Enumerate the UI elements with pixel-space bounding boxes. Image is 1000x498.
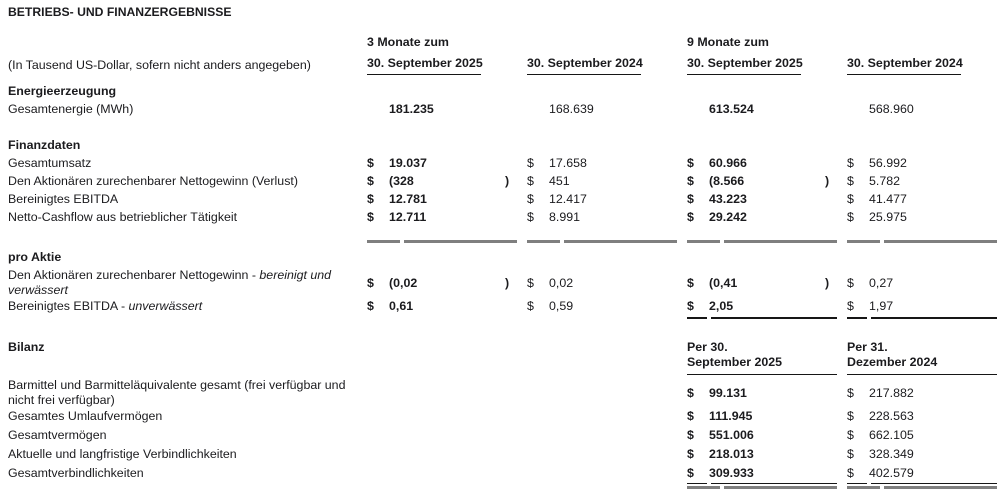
currency-symbol — [847, 100, 869, 118]
value: 56.992 — [869, 156, 907, 170]
spacer — [8, 483, 357, 485]
row-label-italic: bereinigt und verwässert — [8, 268, 332, 297]
value-cell — [847, 386, 997, 400]
paren — [825, 447, 837, 466]
value-cell — [687, 300, 837, 314]
paren — [825, 409, 837, 428]
value: 451 — [549, 174, 570, 188]
value: 568.960 — [869, 102, 914, 116]
value: 218.013 — [709, 446, 754, 461]
value-cell — [847, 276, 997, 290]
currency-symbol: $ — [527, 156, 534, 170]
paren — [985, 154, 997, 172]
currency-symbol: $ — [527, 174, 534, 188]
currency-symbol: $ — [847, 465, 854, 480]
currency-symbol — [687, 100, 709, 118]
column-header-line1: Per 31. — [847, 339, 888, 354]
column-header-q3-2025: 30. September 2025 — [367, 56, 517, 75]
value-cell — [687, 100, 837, 118]
column-header-9m-2024: 30. September 2024 — [847, 56, 997, 75]
currency-symbol: $ — [527, 210, 534, 224]
value-cell — [527, 208, 677, 226]
value-cell — [687, 172, 837, 190]
value: 29.242 — [709, 210, 747, 224]
paren — [985, 190, 997, 208]
currency-symbol: $ — [687, 465, 694, 480]
value-cell — [847, 447, 997, 466]
paren — [825, 386, 837, 400]
value-cell — [367, 300, 517, 314]
black-rule — [687, 483, 837, 485]
grand-total-rule-black — [8, 483, 1000, 485]
paren — [665, 172, 677, 190]
value-cell — [527, 100, 677, 118]
value: 25.975 — [869, 210, 907, 224]
value: 43.223 — [709, 192, 747, 206]
gray-rule — [847, 486, 997, 489]
paren — [985, 300, 997, 314]
currency-symbol: $ — [687, 156, 694, 170]
paren — [985, 409, 997, 428]
table-row-energy — [8, 100, 1000, 118]
currency-symbol: $ — [367, 299, 374, 313]
value-cell — [367, 190, 517, 208]
currency-symbol: $ — [367, 192, 374, 206]
currency-symbol: $ — [367, 156, 374, 170]
paren — [985, 172, 997, 190]
currency-symbol: $ — [687, 408, 694, 423]
table-row-net-cashflow — [8, 208, 1000, 226]
value: 12.781 — [389, 192, 427, 206]
value-cell — [687, 154, 837, 172]
gray-rule — [847, 240, 997, 243]
value-cell — [847, 172, 997, 190]
value: (0,02 — [389, 276, 418, 290]
value-cell — [847, 190, 997, 208]
value: (8.566 — [709, 174, 745, 188]
value: 328.349 — [869, 446, 914, 461]
currency-symbol: $ — [367, 174, 374, 188]
currency-symbol: $ — [687, 192, 694, 206]
column-header-line2: September 2025 — [687, 354, 783, 369]
row-label: Aktuelle und langfristige Verbindlichkeiten — [8, 446, 237, 461]
value: 17.658 — [549, 156, 587, 170]
section-energy — [8, 82, 1000, 100]
value: 60.966 — [709, 156, 747, 170]
paren — [665, 190, 677, 208]
currency-symbol: $ — [527, 299, 534, 313]
paren — [825, 154, 837, 172]
currency-symbol — [527, 100, 549, 118]
value: 613.524 — [709, 102, 754, 116]
paren — [665, 208, 677, 226]
section-balance-header — [8, 340, 1000, 375]
section-heading-per-share: pro Aktie — [8, 250, 62, 264]
row-label: Gesamtvermögen — [8, 427, 107, 442]
black-rule — [847, 483, 997, 485]
value: 12.417 — [549, 192, 587, 206]
value-cell — [847, 100, 997, 118]
paren — [985, 276, 997, 290]
value-cell — [527, 172, 677, 190]
value-cell — [367, 100, 517, 118]
paren — [985, 100, 997, 118]
value: 0,02 — [549, 276, 574, 290]
spacer — [527, 483, 677, 485]
spacer — [8, 317, 357, 319]
spacer — [8, 486, 357, 489]
per-share-total-rules — [8, 317, 1000, 319]
spacer — [367, 486, 517, 489]
row-label: Netto-Cashflow aus betrieblicher Tätigkeit — [8, 210, 238, 224]
value: 662.105 — [869, 427, 914, 442]
paren — [825, 208, 837, 226]
paren — [505, 154, 517, 172]
currency-symbol: $ — [687, 446, 694, 461]
table-row-liabilities-current-longterm — [8, 447, 1000, 466]
currency-symbol: $ — [847, 408, 854, 423]
paren — [825, 428, 837, 447]
value: 5.782 — [869, 174, 901, 188]
paren: ) — [505, 174, 510, 188]
gray-rule — [687, 486, 837, 489]
currency-symbol: $ — [687, 276, 694, 290]
value: (0,41 — [709, 276, 738, 290]
value-cell — [847, 409, 997, 428]
currency-symbol: $ — [367, 276, 374, 290]
row-label — [8, 300, 357, 314]
table-row-ebitda-per-share — [8, 300, 1000, 314]
group-header-9-months: 9 Monate zum — [687, 35, 769, 49]
column-header-balance-2024 — [847, 340, 997, 375]
spacer — [8, 240, 357, 243]
table-row-adjusted-ebitda — [8, 190, 1000, 208]
currency-symbol: $ — [847, 386, 854, 401]
currency-symbol — [367, 100, 389, 118]
section-per-share — [8, 249, 1000, 266]
value: 0,59 — [549, 299, 574, 313]
table-row-revenue — [8, 154, 1000, 172]
black-rule — [847, 317, 997, 319]
paren — [985, 428, 997, 447]
paren — [505, 100, 517, 118]
value: 111.945 — [709, 408, 753, 423]
section-heading-energy: Energieerzeugung — [8, 84, 117, 98]
value-cell — [367, 172, 517, 190]
value-cell — [847, 300, 997, 314]
report-title: BETRIEBS- UND FINANZERGEBNISSE — [8, 5, 232, 19]
row-label: Gesamtes Umlaufvermögen — [8, 408, 163, 423]
value-cell — [847, 466, 997, 481]
value-cell — [687, 409, 837, 428]
paren — [505, 300, 517, 314]
value-cell — [687, 447, 837, 466]
section-heading-balance: Bilanz — [8, 339, 45, 354]
value-cell — [847, 154, 997, 172]
column-header-9m-2025: 30. September 2025 — [687, 56, 837, 75]
currency-symbol: $ — [847, 210, 854, 224]
row-label-italic: unverwässert — [128, 299, 203, 313]
table-row-total-assets — [8, 428, 1000, 447]
paren — [825, 300, 837, 314]
value-cell — [687, 190, 837, 208]
table-row-cash — [8, 378, 1000, 409]
paren — [665, 154, 677, 172]
section-divider-rules — [8, 240, 1000, 243]
row-label: Barmittel und Barmitteläquivalente gesamt (frei verfügbar und nicht frei verfügbar) — [8, 378, 346, 408]
spacer — [367, 317, 517, 319]
period-group-header-row — [8, 35, 1000, 54]
value-cell — [367, 276, 517, 290]
paren — [665, 300, 677, 314]
paren — [985, 208, 997, 226]
currency-symbol: $ — [847, 427, 854, 442]
value: 1,97 — [869, 299, 894, 313]
value: 12.711 — [389, 210, 427, 224]
value: 551.006 — [709, 427, 754, 442]
value: 99.131 — [709, 386, 747, 401]
value: 41.477 — [869, 192, 907, 206]
table-row-eps-adjusted — [8, 266, 1000, 300]
row-label: Gesamtverbindlichkeiten — [8, 465, 144, 480]
paren: ) — [505, 276, 510, 290]
paren — [665, 276, 677, 290]
units-note: (In Tausend US-Dollar, sofern nicht anders angegeben) — [8, 58, 311, 72]
black-rule — [687, 317, 837, 319]
row-label — [8, 268, 357, 298]
value-cell — [687, 208, 837, 226]
spacer — [367, 483, 517, 485]
currency-symbol: $ — [847, 299, 854, 313]
value-cell — [527, 154, 677, 172]
section-financials — [8, 137, 1000, 154]
value: 181.235 — [389, 102, 434, 116]
paren — [825, 100, 837, 118]
currency-symbol: $ — [687, 386, 694, 401]
gray-rule — [367, 240, 517, 243]
date-header-row — [8, 54, 1000, 75]
currency-symbol: $ — [687, 427, 694, 442]
currency-symbol: $ — [687, 299, 694, 313]
row-label: Bereinigtes EBITDA — [8, 192, 119, 206]
table-row-current-assets — [8, 409, 1000, 428]
row-label-text: Den Aktionären zurechenbarer Nettogewinn - — [8, 268, 260, 282]
currency-symbol: $ — [847, 192, 854, 206]
value: 168.639 — [549, 102, 594, 116]
section-heading-financials: Finanzdaten — [8, 138, 81, 152]
value-cell — [527, 276, 677, 290]
column-header-balance-2025 — [687, 340, 837, 375]
value: 217.882 — [869, 386, 914, 401]
currency-symbol: $ — [847, 174, 854, 188]
group-header-3-months: 3 Monate zum — [367, 35, 449, 49]
value-cell — [527, 300, 677, 314]
value-cell — [687, 428, 837, 447]
value: 309.933 — [709, 465, 754, 480]
currency-symbol: $ — [687, 210, 694, 224]
paren: ) — [825, 276, 830, 290]
value-cell — [367, 208, 517, 226]
table-row-net-income — [8, 172, 1000, 190]
paren — [985, 386, 997, 400]
gray-rule — [687, 240, 837, 243]
grand-total-rule-gray — [8, 486, 1000, 489]
paren — [505, 190, 517, 208]
paren — [665, 100, 677, 118]
currency-symbol: $ — [687, 174, 694, 188]
value: 0,61 — [389, 299, 414, 313]
value: 2,05 — [709, 299, 734, 313]
value: 402.579 — [869, 465, 914, 480]
spacer — [527, 317, 677, 319]
row-label: Gesamtenergie (MWh) — [8, 102, 134, 116]
paren — [985, 447, 997, 466]
value-cell — [687, 466, 837, 481]
currency-symbol: $ — [367, 210, 374, 224]
paren — [985, 466, 997, 481]
value-cell — [847, 208, 997, 226]
value-cell — [527, 190, 677, 208]
table-row-total-liabilities — [8, 466, 1000, 481]
currency-symbol: $ — [527, 276, 534, 290]
column-header-q3-2024: 30. September 2024 — [527, 56, 677, 75]
value: 8.991 — [549, 210, 581, 224]
spacer — [527, 486, 677, 489]
column-header-line1: Per 30. — [687, 339, 728, 354]
value-cell — [687, 386, 837, 400]
value-cell — [847, 428, 997, 447]
currency-symbol: $ — [847, 446, 854, 461]
gray-rule — [527, 240, 677, 243]
currency-symbol: $ — [847, 156, 854, 170]
paren: ) — [825, 174, 830, 188]
paren — [825, 466, 837, 481]
value-cell — [367, 154, 517, 172]
row-label-text: Bereinigtes EBITDA - — [8, 299, 129, 313]
currency-symbol: $ — [847, 276, 854, 290]
row-label: Gesamtumsatz — [8, 156, 92, 170]
row-label: Den Aktionären zurechenbarer Nettogewinn (Verlust) — [8, 174, 298, 188]
value: 0,27 — [869, 276, 894, 290]
column-header-line2: Dezember 2024 — [847, 354, 938, 369]
paren — [505, 208, 517, 226]
currency-symbol: $ — [527, 192, 534, 206]
value: 19.037 — [389, 156, 427, 170]
value: 228.563 — [869, 408, 914, 423]
value: (328 — [389, 174, 414, 188]
paren — [825, 190, 837, 208]
value-cell — [687, 276, 837, 290]
